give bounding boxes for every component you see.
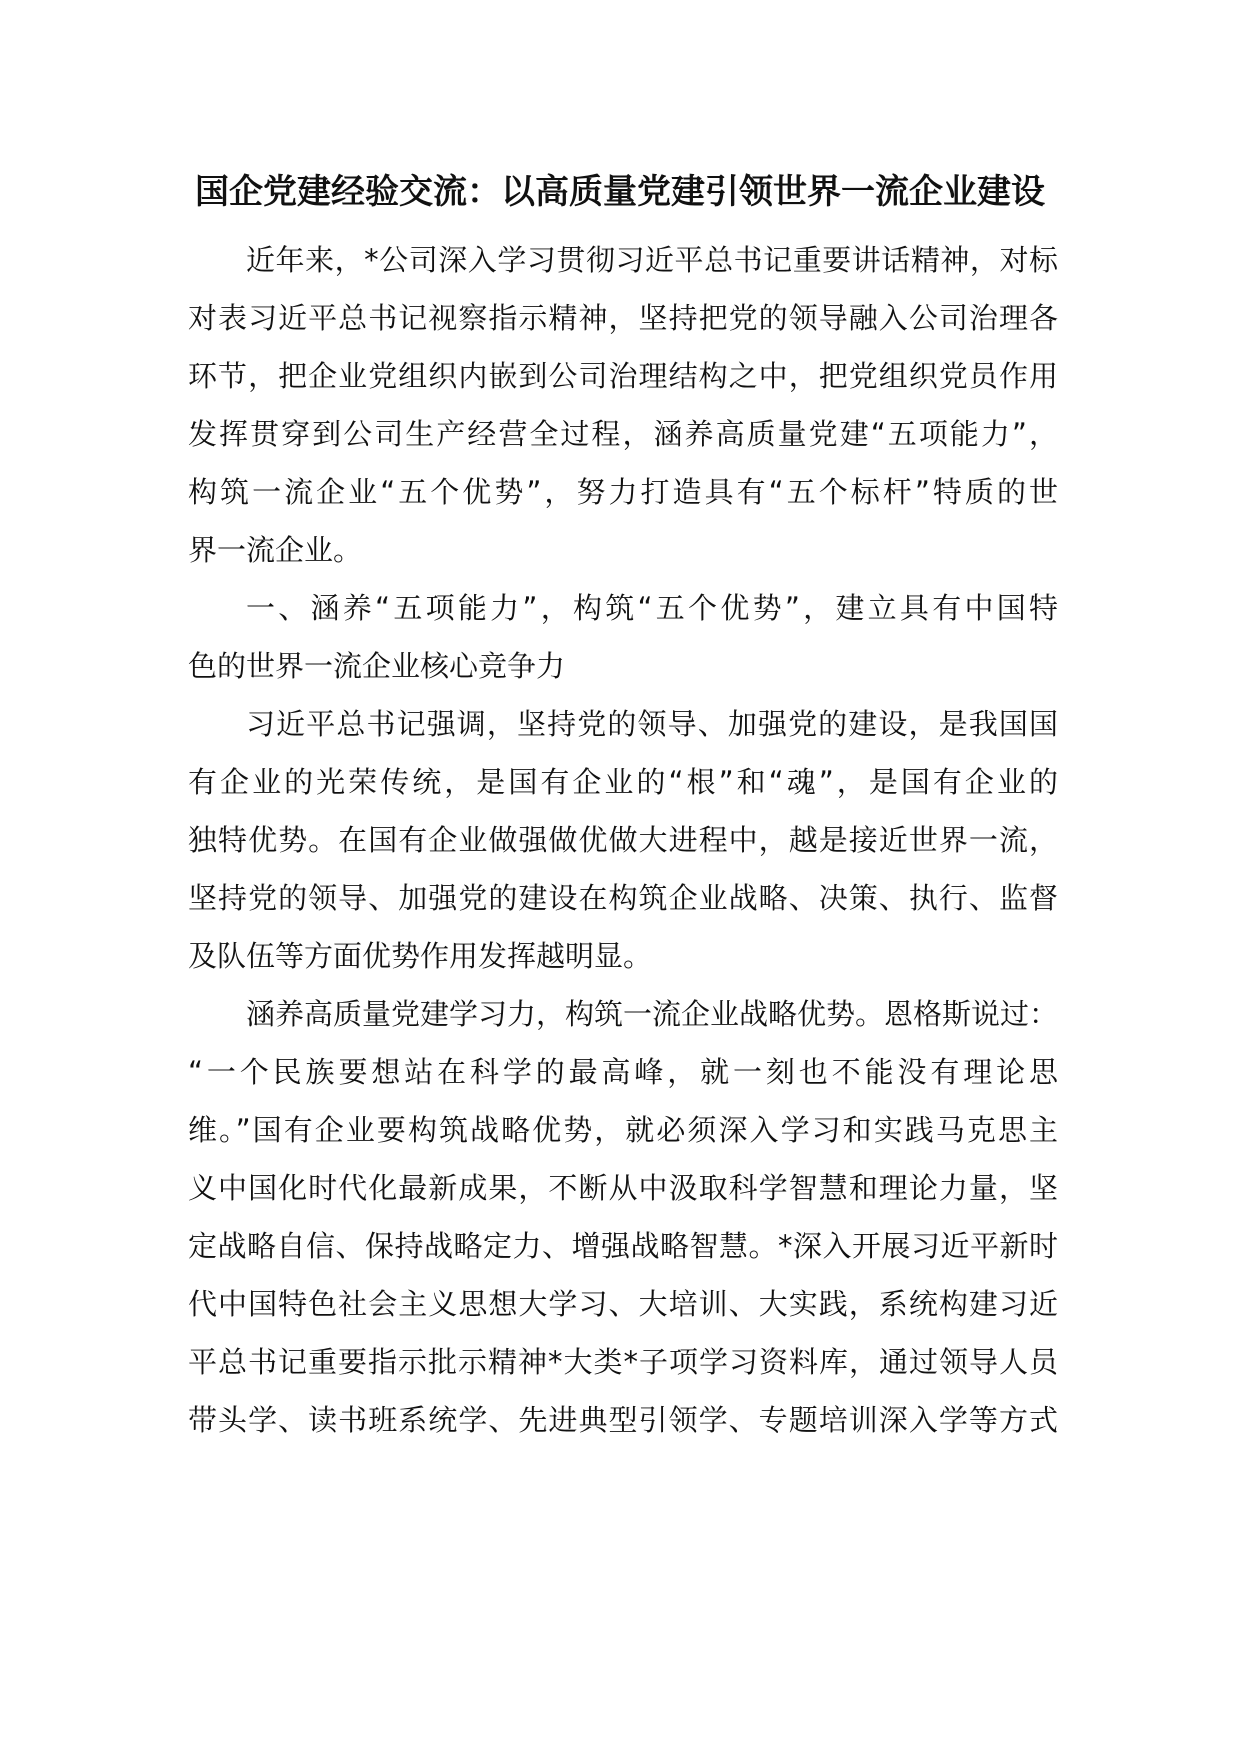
text-line: 及队伍等方面优势作用发挥越明显。 <box>188 939 653 973</box>
text-line: 构筑一流企业“五个优势”，努力打造具有“五个标杆”特质的世 <box>188 475 1058 509</box>
text-line: 坚持党的领导、加强党的建设在构筑企业战略、决策、执行、监督 <box>188 881 1058 915</box>
text-line: 带头学、读书班系统学、先进典型引领学、专题培训深入学等方式 <box>188 1403 1058 1437</box>
text-line: 义中国化时代化最新成果，不断从中汲取科学智慧和理论力量，坚 <box>188 1171 1058 1205</box>
text-line: 环节，把企业党组织内嵌到公司治理结构之中，把党组织党员作用 <box>188 359 1058 393</box>
text-line: 平总书记重要指示批示精神*大类*子项学习资料库，通过领导人员 <box>188 1345 1058 1379</box>
text-line: “一个民族要想站在科学的最高峰，就一刻也不能没有理论思 <box>188 1055 1058 1089</box>
text-line: 独特优势。在国有企业做强做优做大进程中，越是接近世界一流， <box>188 823 1058 857</box>
text-line: 近年来，*公司深入学习贯彻习近平总书记重要讲话精神，对标 <box>246 243 1058 277</box>
text-line: 界一流企业。 <box>188 533 363 567</box>
section-heading-line: 色的世界一流企业核心竞争力 <box>188 649 566 683</box>
text-line: 发挥贯穿到公司生产经营全过程，涵养高质量党建“五项能力”， <box>188 417 1058 451</box>
text-line: 维。”国有企业要构筑战略优势，就必须深入学习和实践马克思主 <box>188 1113 1058 1147</box>
text-line: 涵养高质量党建学习力，构筑一流企业战略优势。恩格斯说过： <box>246 997 1059 1031</box>
text-line: 有企业的光荣传统，是国有企业的“根”和“魂”，是国有企业的 <box>188 765 1058 799</box>
text-line: 对表习近平总书记视察指示精神，坚持把党的领导融入公司治理各 <box>188 301 1058 335</box>
section-heading-line: 一、涵养“五项能力”，构筑“五个优势”，建立具有中国特 <box>246 591 1058 625</box>
text-line: 习近平总书记强调，坚持党的领导、加强党的建设，是我国国 <box>246 707 1058 741</box>
text-line: 定战略自信、保持战略定力、增强战略智慧。*深入开展习近平新时 <box>188 1229 1058 1263</box>
document-title: 国企党建经验交流：以高质量党建引领世界一流企业建设 <box>195 172 1045 212</box>
text-line: 代中国特色社会主义思想大学习、大培训、大实践，系统构建习近 <box>188 1287 1058 1321</box>
